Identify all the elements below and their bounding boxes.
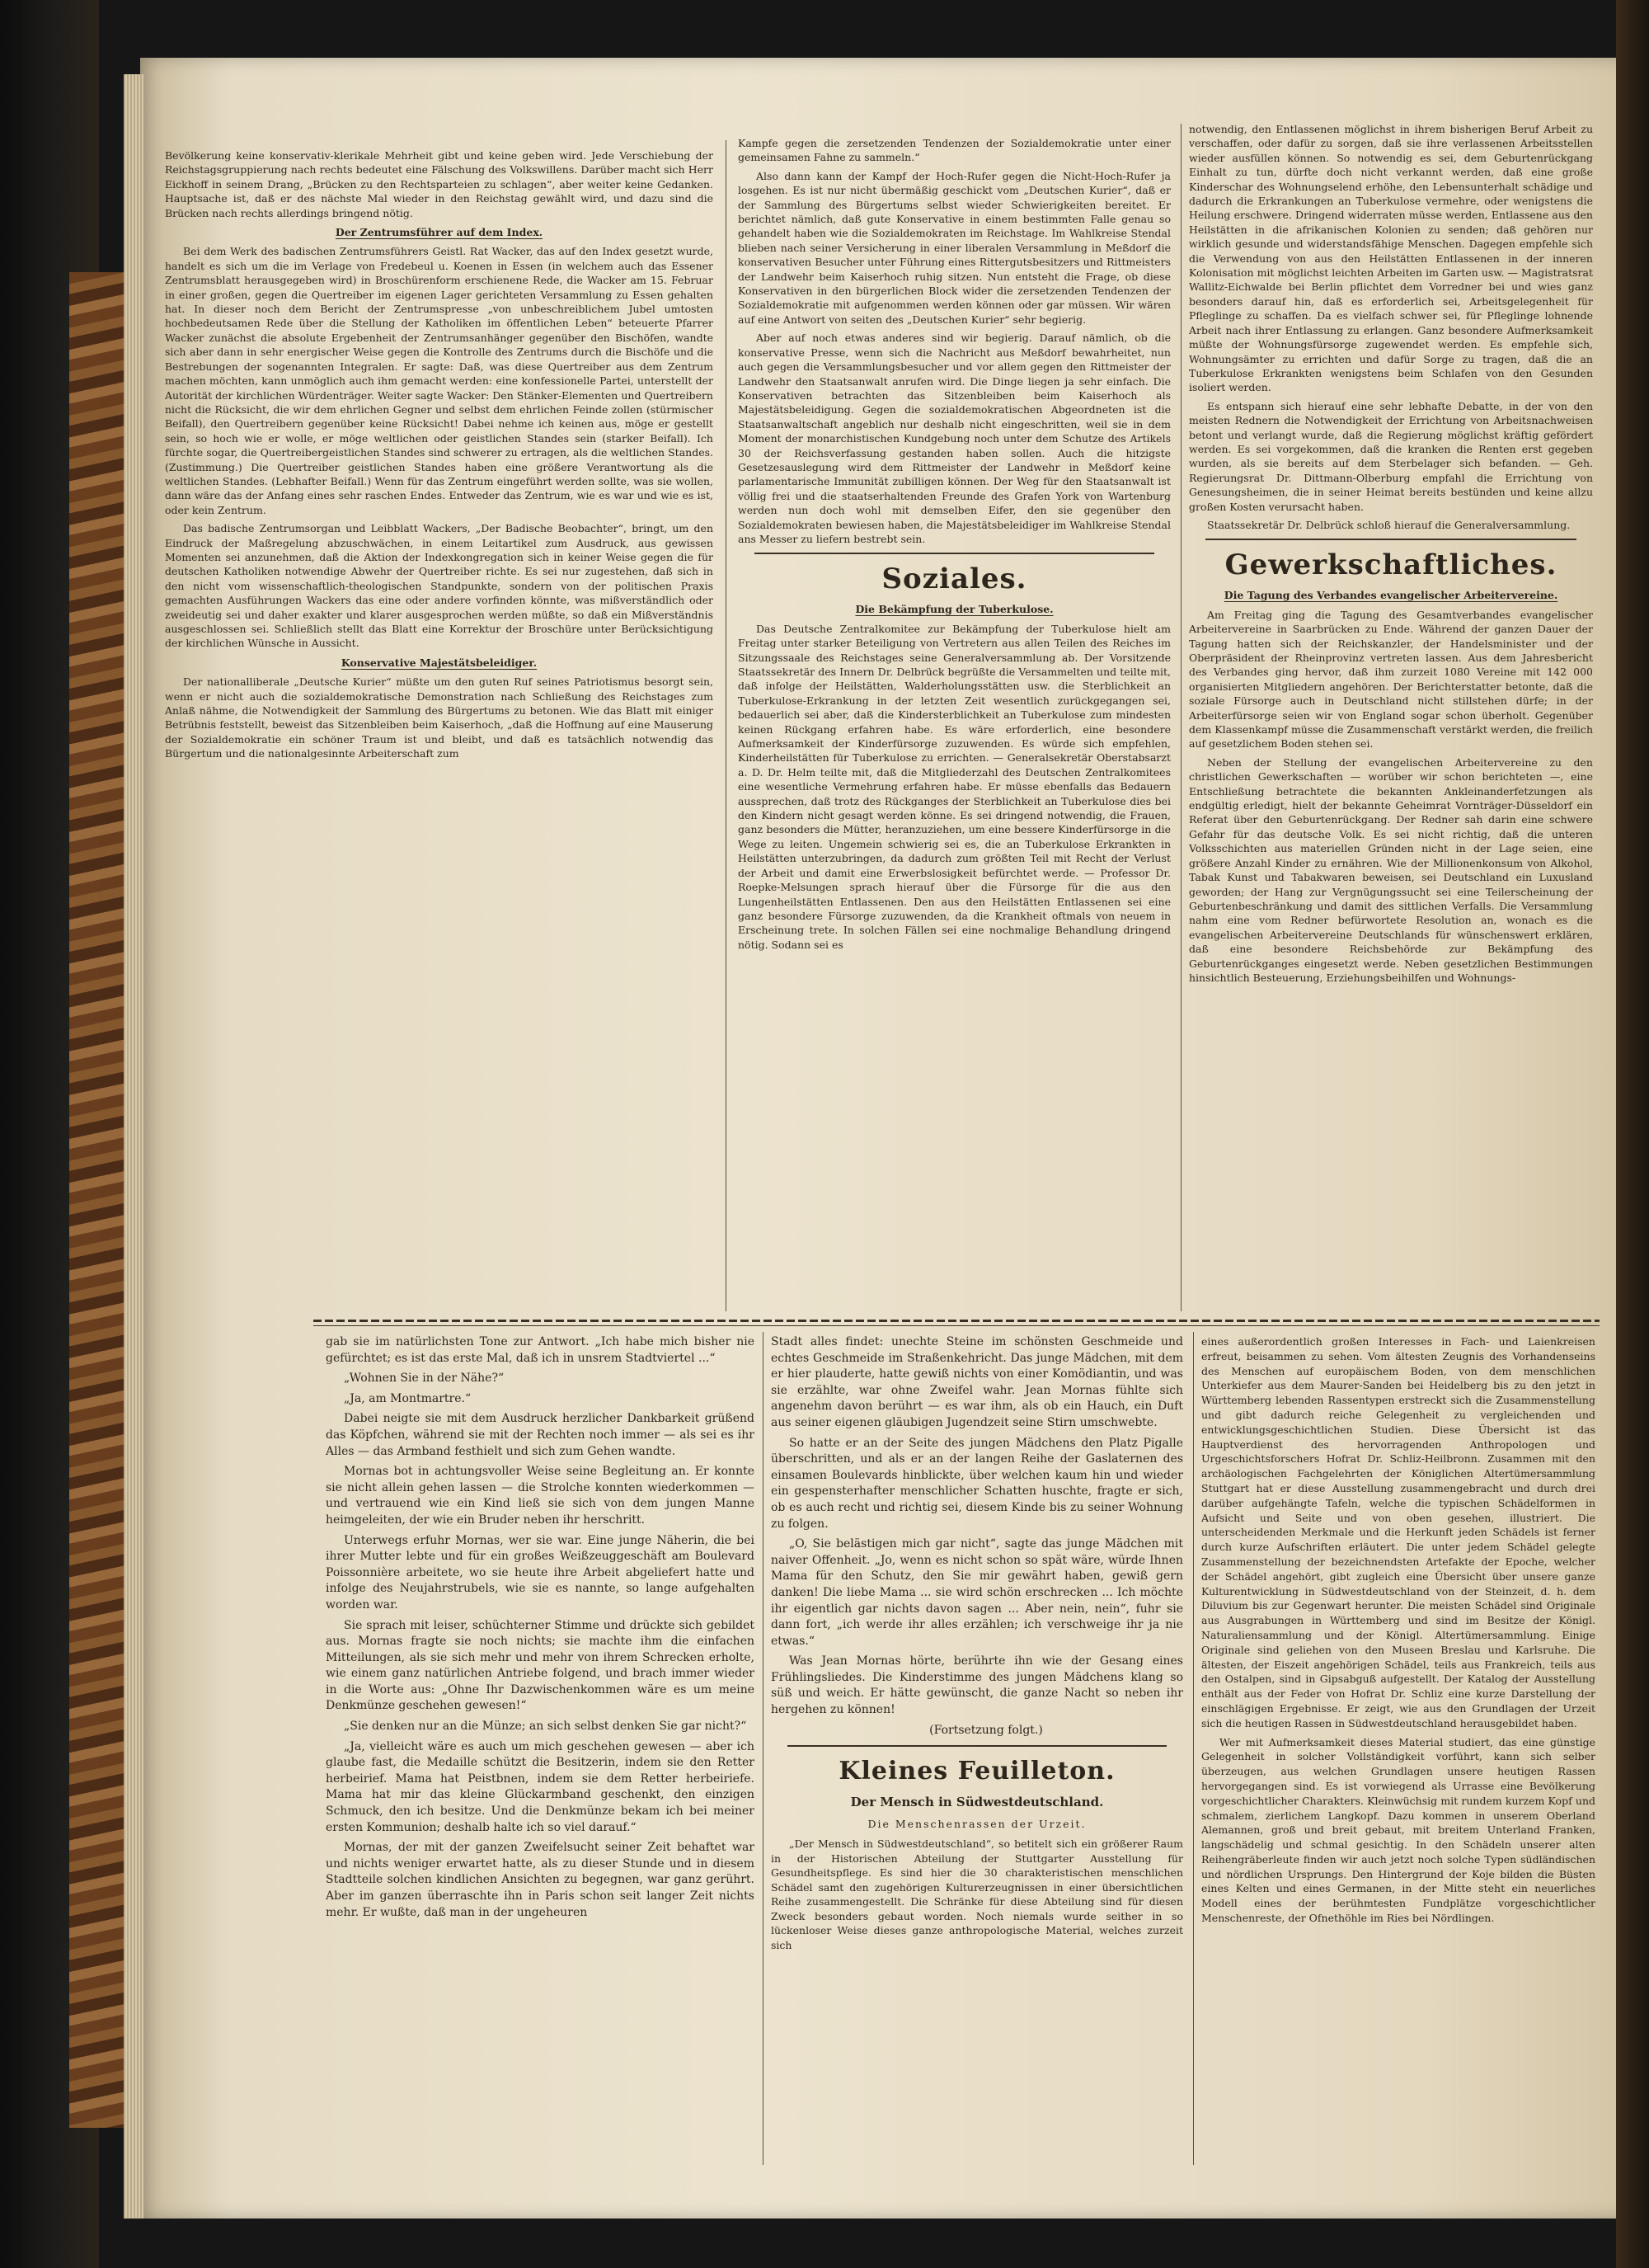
right-page-edge [1616,0,1649,2268]
upper-col1-sub1: Der Zentrumsführer auf dem Index. [335,226,543,239]
soziales-heading: Soziales. [881,562,1027,596]
section-rule [787,1745,1167,1747]
upper-col2-para3: Das Deutsche Zentralkomitee zur Bekämpfung der Tuberkulose hielt am Freitag unter starker Beteiligung von Vertretern aus allen Teilen des Reiches im Sitzungssaale des Reichstages seine Generalversammlung ab. Der Vorsitzende Staatssekretär des Innern Dr. Delbrück begrüßte die Versammelten und teilte mit, daß infolge der Heilstätten, Walderholungsstätten usw. die Sterblichkeit an Tuberkulose-Erkrankung in der letzten Zeit wesentlich zurückgegangen sei, bedauerlich sei aber, daß die Kindersterblichkeit an Tuberkulose zum mindesten keinen Rückgang erfahren habe. Es wäre erforderlich, eine besondere Aufmerksamkeit der Kinderfürsorge zuzuwenden. Es würde sich empfehlen, Kinderheilstätten für Tuberkulose zu errichten. — Generalsekretär Oberstabsarzt a. D. Dr. Helm teilte mit, daß die Mitgliederzahl des Deutschen Zentralkomitees eine wesentliche Vermehrung erfahren habe. Er müsse ebenfalls das Bedauern aussprechen, daß trotz des Rückganges der Sterblichkeit an Tuberkulose dies bei den Kindern nicht gesagt werden könne. Es sei dringend notwendig, die Frauen, ganz besonders die Mütter, heranzuziehen, um eine bessere Kinderfürsorge in die Wege zu leiten. Ungemein schwierig sei es, die an Tuberkulose Erkrankten in Heilstätten unterzubringen, da dadurch zum größten Teil mit Recht der Verlust der Arbeit und damit eine Erwerbslosigkeit befürchtet werde. — Professor Dr. Roepke-Melsungen sprach hierauf über die Fürsorge für die aus den Lungenheilstätten Entlassenen. Den aus den Heilstätten Entlassenen sei eine ganz besondere Fürsorge zuzuwenden, da die Krankheit oftmals von neuem in Erscheinung trete. In solchen Fällen sei eine nochmalige Behandlung dringend nötig. Sodann sei es [738,622,1171,951]
feuilleton-heading: Kleines Feuilleton. [839,1757,1116,1786]
section-rule [754,553,1154,554]
upper-col-1 [165,148,713,1307]
lower-col1-para3: Dabei neigte sie mit dem Ausdruck herzlicher Dankbarkeit grüßend das Köpfchen, während sie mit der Rechten noch immer — als sei es ihr Alles — das Armband festhielt und sich zum Gehen wandte. [326,1412,754,1458]
upper-col1-para0: Bevölkerung keine konservativ-klerikale Mehrheit gibt und keine geben wird. Jede Verschiebung der Reichstagsgruppierung nach rechts bedeutet eine Fälschung des Volkswillens. Darüber macht sich Herr Eickhoff in seinem Drang, „Brücken zu den Rechtsparteien zu schlagen“, aber weiter keine Gedanken. Hauptsache ist, daß er des nächste Mal wieder in den Reichstag gewählt wird, und dazu sind die Brücken nach rechts allerdings bringend nötig. [165,149,713,219]
upper-col-3 [1189,122,1593,1310]
upper-col1-sub2: Konservative Majestätsbeleidiger. [341,656,538,669]
lower-col1-para8: „Ja, vielleicht wäre es auch um mich geschehen gewesen — aber ich glaube fast, die Medaille schützt die Besitzerin, indem sie den Retter herbeirief. Mama hat Peistbnen, indem sie dem Retter herbeiriefe. Mama hat mir das kleine Glückarmband geschenkt, den einzigen Schmuck, den ich besitze. Und die Denkmünze bekam ich bei meiner ersten Kommunion; deshalb halte ich so viel darauf.“ [326,1739,754,1834]
upper-col3-para2: Staatssekretär Dr. Delbrück schloß hierauf die Generalversammlung. [1207,518,1571,531]
lower-col1-para0: gab sie im natürlichsten Tone zur Antwort. „Ich habe mich bisher nie gefürchtet; es ist das erste Mal, daß ich in unsrem Stadtviertel ...“ [326,1335,754,1365]
upper-col3-para3: Am Freitag ging die Tagung des Gesamtverbandes evangelischer Arbeitervereine in Saarbrücken zu Ende. Während der ganzen Dauer der Tagung hatten sich der Reichskanzler, der Handelsminister und der Oberpräsident der Rheinprovinz vertreten lassen. Aus dem Jahresbericht des Verbandes ging hervor, daß ihm zurzeit 1080 Vereine mit 142 000 organisierten Mitgliedern angehören. Der Berichterstatter betonte, daß die soziale Fürsorge auch in Deutschland nicht stillstehen dürfe; in der Arbeiterfürsorge seien wir von England sogar schon überholt. Gegenüber dem Klassenkampf müsse die Zusammenschaft verstärkt werden, die freilich auf gesetzlichem Boden stehen sei. [1189,608,1593,751]
upper-col2-sub1: Die Bekämpfung der Tuberkulose. [855,603,1054,616]
upper-col-2 [738,136,1171,1307]
lower-col1-para2: „Ja, am Montmartre.“ [344,1391,472,1405]
lower-col2-sub2: Die Menschenrassen der Urzeit. [867,1817,1087,1830]
upper-col3-sub1: Die Tagung des Verbandes evangelischer Arbeitervereine. [1224,589,1558,602]
marbled-edge [69,272,127,2128]
lower-col-3 [1201,1334,1595,2167]
lower-col2-para0: Stadt alles findet: unechte Steine im schönsten Geschmeide und echtes Geschmeide im Straßenkehricht. Das junge Mädchen, mit dem er hier plauderte, hatte gewiß nichts von einer Komödiantin, und was sie erzählte, war ohne Zweifel wahr. Jean Mornas fühlte sich angenehm davon berührt — es war ihm, als ob ein Hauch, ein Duft aus seiner eigenen gläubigen Jugendzeit seine Stirn umschwebte. [771,1335,1183,1429]
section-rule [1205,539,1576,540]
lower-col-2 [771,1334,1183,2167]
lower-col1-para6: Sie sprach mit leiser, schüchterner Stimme und drückte sich gebildet aus. Mornas fragte sie noch nichts; sie machte ihm die einfachen Mitteilungen, als sie sich mehr und mehr von ihrem Schrecken erholte, wie einem ganz natürlichen Antriebe folgend, und brach immer wieder in die Worte aus: „Ohne Ihr Dazwischenkommen wäre es um meine Denkmünze geschehen gewesen!“ [326,1618,754,1713]
upper-col2-para1: Also dann kann der Kampf der Hoch-Rufer gegen die Nicht-Hoch-Rufer ja losgehen. Es ist nur nicht übermäßig geschickt vom „Deutschen Kurier“, daß er der Sammlung des Bürgertums selbst wieder Schwierigkeiten bereitet. Er berichtet nämlich, daß gute Konservative in einem bestimmten Falle genau so gehandelt haben wie die Sozialdemokraten im Reichstage. Im Wahlkreise Stendal blieben nach seiner Versicherung in einer liberalen Versammlung in Meßdorf die konservativen Besucher unter Führung eines Rittergutsbesitzers und Rittmeisters der Landwehr beim Kaiserhoch ruhig sitzen. Nun entsteht die Frage, ob diese Konservativen in den bürgerlichen Block wider die zersetzenden Tendenzen der Sozialdemokratie mit aufgenommen werden können oder gar müssen. Wir wären auf eine Antwort von seiten des „Deutschen Kurier“ sehr begierig. [738,169,1171,326]
feuilleton-separator [313,1320,1600,1322]
lower-col-1 [326,1334,754,2167]
feuilleton-separator-2 [313,1325,1600,1326]
lower-col3-para0: eines außerordentlich großen Interesses in Fach- und Laienkreisen erfreut, beisammen zu sehen. Vom ältesten Zeugnis des Vorhandenseins des Menschen auf europäischem Boden, von dem menschlichen Unterkiefer aus dem Maurer-Sanden bei Heidelberg bis zu den jetzt in Württemberg lebenden Rassentypen erstreckt sich die Zusammenstellung und gibt dadurch reiche Gelegenheit zu vergleichenden und entwicklungsgeschichtlichen Studien. Diese Übersicht ist das Hauptverdienst des hervorragenden Anthropologen und Urgeschichtsforschers Hofrat Dr. Schliz-Heilbronn. Zusammen mit den archäologischen Fachgelehrten der Königlichen Altertümersammlung Stuttgart hat er diese Ausstellung zusammengebracht und durch drei darüber aufgehängte Tafeln, welche die typischen Schädelformen in Aufsicht und Seite und von oben gesehen, illustriert. Die unterscheidenden Merkmale und die Herkunft jeden Schädels ist ferner durch kurze Aufschriften erläutert. Die unter jedem Schädel gelegte Zusammenstellung der bezeichnendsten Artefakte der Epoche, welcher der Schädel angehört, gibt zugleich eine Übersicht über unsere ganze Kulturentwicklung in Südwestdeutschland von der Steinzeit, d. h. dem Diluvium bis zur Gegenwart herunter. Die meisten Schädel sind Originale aus Ausgrabungen in Württemberg und sind im Besitze der Königl. Naturaliensammlung und der Königl. Altertümersammlung. Einige Originale sind geliehen von den Museen Breslau und Karlsruhe. Die ältesten, der Eiszeit angehörigen Schädel, teils aus Frankreich, teils aus den Ostalpen, sind in Gipsabguß aufgestellt. Der Katalog der Ausstellung enthält aus der Feder von Hofrat Dr. Schliz eine kurze Darstellung der einschlägigen Ergebnisse. Er zeigt, wie aus den Grundlagen der Urzeit sich die heutigen Rassen in Südwestdeutschland herausgebildet haben. [1201,1335,1595,1729]
upper-col2-para0: Kampfe gegen die zersetzenden Tendenzen der Sozialdemokratie unter einer gemeinsamen Fahne zu sammeln.“ [738,137,1171,164]
lower-col1-para5: Unterwegs erfuhr Mornas, wer sie war. Eine junge Näherin, die bei ihrer Mutter lebte und für ein großes Weißzeuggeschäft am Boulevard Poissonnière arbeitete, wo sie heute ihre Arbeit abgeliefert hatte und infolge des Neujahrstrubels, wie sie es nannte, so lange aufgehalten worden war. [326,1533,754,1612]
lower-col2-para2: „O, Sie belästigen mich gar nicht“, sagte das junge Mädchen mit naiver Offenheit. „Jo, wenn es nicht schon so spät wäre, würde Ihnen Mama für den Schutz, den Sie mir gewährt haben, gewiß gern danken! Die liebe Mama ... sie wird schön erschrecken ... Ich möchte ihr eigentlich gar nichts davon sagen ... Aber nein, nein“, fuhr sie dann fort, „ich werde ihr alles erzählen; ich verschweige ihr ja nie etwas.“ [771,1537,1183,1648]
lower-col1-para4: Mornas bot in achtungsvoller Weise seine Begleitung an. Er konnte sie nicht allein gehen lassen — die Strolche konnten wiederkommen — und vertrauend wie ein Kind ließ sie sich von dem jungen Manne heimgeleiten, der wie ein Bruder neben ihr herschritt. [326,1465,754,1527]
column-divider [1193,1332,1194,2165]
fortsetzung-folgt: (Fortsetzung folgt.) [929,1723,1043,1737]
upper-col2-para2: Aber auf noch etwas anderes sind wir begierig. Darauf nämlich, ob die konservative Presse, wenn sich die Nachricht aus Meßdorf bewahrheitet, nun auch gegen die Versammlungsbesucher und vor allem gegen den Rittmeister der Landwehr den Staatsanwalt anrufen wird. Die Dinge liegen ja sehr einfach. Die Konservativen betrachten das Sitzenbleiben beim Kaiserhoch als Majestätsbeleidigung. Gegen die sozialdemokratischen Abgeordneten ist die Staatsanwaltschaft angeblich nur deshalb nicht eingeschritten, weil sie in dem Moment der monarchistischen Kundgebung noch unter dem Schutze des Artikels 30 der Reichsverfassung gestanden haben sollen. Auch die hitzigste Gesetzesauslegung wird dem Rittmeister der Landwehr in Meßdorf keine parlamentarische Immunität zubilligen können. Der Weg für den Staatsanwalt ist völlig frei und die staatserhaltenden Freunde des Grafen York von Wartenburg werden nun doch wohl mit demselben Eifer, den sie gegenüber den Sozialdemokraten bewiesen haben, die Majestätsbeleidiger im Wahlkreise Stendal ans Messer zu liefern bestrebt sein. [738,332,1171,545]
lower-col2-para1: So hatte er an der Seite des jungen Mädchens den Platz Pigalle überschritten, und als er an der langen Reihe der Gaslaternen des einsamen Boulevards hinblickte, über welchen kaum hin und wieder ein gespensterhafter menschlicher Schatten huschte, fragte er sich, ob es auch recht und richtig sei, diesem Kinde bis zu seiner Wohnung zu folgen. [771,1436,1183,1531]
lower-col2-sub1: Der Mensch in Südwestdeutschland. [850,1795,1104,1810]
lower-col1-para9: Mornas, der mit der ganzen Zweifelsucht seiner Zeit behaftet war und nichts weniger erwartet hatte, als zu dieser Stunde und in diesem Stadtteile solchen kindlichen Ansichten zu begegnen, war ganz gerührt. Aber im ganzen überraschte ihn in Paris schon seit langer Zeit nichts mehr. Er wußte, daß man in der ungeheuren [326,1841,754,1919]
column-divider [1181,124,1182,1311]
upper-col3-para1: Es entspann sich hierauf eine sehr lebhafte Debatte, in der von den meisten Rednern die Notwendigkeit der Errichtung von Arbeitsnachweisen betont und verlangt wurde, daß die Regierung möglichst kräftig gefördert werden. Es sei vorgekommen, daß die kranken die Renten erst gegeben wurden, als sie bereits auf dem Sterbelager sich befanden. — Geh. Regierungsrat Dr. Dittmann-Olberburg empfahl die Errichtung von Genesungsheimen, die in seiner Heimat bereits bestünden und keine allzu großen Kosten verursacht haben. [1189,399,1593,513]
upper-col1-para1: Bei dem Werk des badischen Zentrumsführers Geistl. Rat Wacker, das auf den Index gesetzt wurde, handelt es sich um die im Verlage von Fredebeul u. Koenen in Essen (in welchem auch das Essener Zentrumsblatt herausgegeben wird) in Broschürenform erschienene Rede, die Wacker am 15. Februar in einer großen, gegen die Quertreiber im eigenen Lager gerichteten Versammlung zu Essen gehalten hat. In dieser noch dem Bericht der Zentrumspresse „von unbeschreiblichem Jubel umtosten hochbedeutsamen Rede über die Stellung der Katholiken im öffentlichen Leben“ beteuerte Pfarrer Wacker zunächst die absolute Ergebenheit der Zentrumsanhänger gegenüber den Bischöfen, wandte sich aber dann in sehr energischer Weise gegen die Kontrolle des Zentrums durch die Bischöfe und die Bestrebungen der sogenannten Integralen. Er sagte: Daß, was diese Quertreiber aus dem Zentrum machen möchten, kann unmöglich auch ihm gemacht werden: eine konfessionelle Partei, unterstellt der Autorität der kirchlichen Würdenträger. Weiter sagte Wacker: Den Stänker-Elementen und Quertreibern nicht die Rücksicht, die wir dem ehrlichen Gegner und selbst dem ehrlichen Feinde zollen (stürmischer Beifall), den Quertreibern gegenüber keine Rücksicht! Dabei nehme ich keinen aus, möge er gestellt sein, so hoch wie er wolle, er möge weltlichen oder geistlichen Standes sein (starker Beifall). Ich fürchte sogar, die Quertreibergeistlichen Standes sind schwerer zu ertragen, als die weltlichen Standes. (Zustimmung.) Die Quertreiber geistlichen Standes haben eine größere Verantwortung als die weltlichen Standes. (Lebhafter Beifall.) Wenn für das Zentrum eingeführt werden sollte, was sie wollen, dann wäre das der Anfang eines sehr raschen Endes. Entweder das Zentrum, wie es war und wie es ist, oder kein Zentrum. [165,245,713,516]
lower-col2-para4: „Der Mensch in Südwestdeutschland“, so betitelt sich ein größerer Raum in der Historischen Abteilung der Stuttgarter Ausstellung für Gesundheitspflege. Es sind hier die 30 charakteristischen menschlichen Schädel samt den zugehörigen Kulturerzeugnissen in einer übersichtlichen Reihe zusammengestellt. Die Schränke für diese Abteilung sind für diesen Zweck besonders gebaut worden. Noch niemals wurde seither in so lückenloser Weise dieses ganze anthropologische Material, welches zurzeit sich [771,1837,1183,1951]
lower-col1-para1: „Wohnen Sie in der Nähe?“ [344,1372,505,1386]
lower-col2-para3: Was Jean Mornas hörte, berührte ihn wie der Gesang eines Frühlingsliedes. Die Kinderstimme des jungen Mädchens klang so süß und weich. Er hätte gewünscht, die ganze Nacht so neben ihr hergehen zu können! [771,1654,1183,1717]
upper-col1-para2: Das badische Zentrumsorgan und Leibblatt Wackers, „Der Badische Beobachter“, bringt, um den Eindruck der Maßregelung abzuschwächen, in einem Leitartikel zum Ausdruck, aus gewissen Momenten sei anzunehmen, daß die Aktion der Indexkongregation sich in keiner Weise gegen die für deutschen Katholiken notwendige Abwehr der Quertreiber richte. Es sei nur zugestehen, daß sich in den nicht vom wissenschaftlich-theologischen Standpunkte, sondern von der politischen Praxis gemachten Ausführungen Wackers das eine oder andere vorfinden könnte, was mißverständlich oder zweideutig sei und daher exakter und klarer ausgesprochen werden müßte, so daß ein Mißverständnis ausgeschlossen sei. Schließlich stellt das Blatt eine Korrektur der Broschüre unter Berücksichtigung der kirchlichen Wünsche in Aussicht. [165,522,713,650]
upper-col3-para4: Neben der Stellung der evangelischen Arbeitervereine zu den christlichen Gewerkschaften — worüber wir schon berichteten —, eine Entschließung betrachtete die bekannten Ankleinanderfetzungen als endgültig erledigt, hielt der bekannte Geheimrat Vornträger-Düsseldorf ein Referat über den Geburtenrückgang. Der Redner sah darin eine schwere Gefahr für das deutsche Volk. Es sei nicht richtig, daß die unteren Volksschichten aus materiellen Gründen nicht in der Lage seien, eine größere Anzahl Kinder zu ernähren. Wie der Millionenkonsum von Alkohol, Tabak Kunst und Tabakwaren beweisen, sei Deutschland ein Luxusland geworden; der Hang zur Vergnügungssucht sei eine Teilerscheinung der Geburtenbeschränkung und damit des sittlichen Verfalls. Die Versammlung nahm eine vom Redner befürwortete Resolution an, wonach es die evangelischen Arbeitervereine Deutschlands für wünschenswert erklären, daß eine besondere Reichsbehörde zur Bekämpfung des Geburtenrückganges eingesetzt werde. Neben gesetzlichen Bestimmungen hinsichtlich Besteuerung, Erziehungsbeihilfen und Wohnungs- [1189,755,1593,984]
upper-col1-para3: Der nationalliberale „Deutsche Kurier“ müßte um den guten Ruf seines Patriotismus besorgt sein, wenn er nicht auch die sozialdemokratische Demonstration nach Schließung des Reichstages zum Anlaß nähme, die Notwendigkeit der Sammlung des Bürgertums zu betonen. Wie das Blatt mit einiger Betrübnis feststellt, beweist das Sitzenbleiben beim Kaiserhoch, „daß die Hoffnung auf eine Mauserung der Sozialdemokratie ein schöner Traum ist und bleibt, und daß es tatsächlich notwendig das Bürgertum und die nationalgesinnte Arbeiterschaft zum [165,675,713,760]
gewerkschaftliches-heading: Gewerkschaftliches. [1224,548,1557,582]
lower-col1-para7: „Sie denken nur an die Münze; an sich selbst denken Sie gar nicht?“ [344,1720,747,1734]
page-stack-edge [124,74,143,2219]
lower-col3-para1: Wer mit Aufmerksamkeit dieses Material studiert, das eine günstige Gelegenheit in solcher Vollständigkeit vorführt, kann sich selber überzeugen, aus welchen Grundlagen unsere heutigen Rassen hervorgegangen sind. Es ist vorwiegend als Urrasse eine Bevölkerung vorgeschichtlicher Charakters. Kleinwüchsig mit rundem kurzem Kopf und schmalem, zierlichem Langkopf. Dazu kommen in unserem Oberland Alemannen, groß und breit gebaut, mit breitem Unterland Franken, langschädelig und schmal gesichtig. In den Schädeln unserer alten Reihengräberleute finden wir auch jetzt noch solche Typen südländischen und nördlichen Ursprungs. Den Hintergrund der Koje bilden die Büsten eines Kelten und eines Germanen, in der Mitte steht ein neuerliches Modell eines der berühmtesten Fundplätze vorgeschichtlicher Menschenreste, der Ofnethöhle im Ries bei Nördlingen. [1201,1735,1595,1925]
upper-col3-para0: notwendig, den Entlassenen möglichst in ihrem bisherigen Beruf Arbeit zu verschaffen, oder dafür zu sorgen, daß sie ihre verlassenen Arbeitsstellen wieder ausfüllen können. So notwendig es sei, dem Geburtenrückgang Einhalt zu tun, dürfte doch nicht verkannt werden, daß eine große Kinderschar des Wohnungselend erhöhe, den Lebensunterhalt schädige und dadurch die Erkrankungen an Tuberkulose vermehre, oder wenigstens die Heilung erschwere. Dringend widerraten müsse werden, Entlassene aus den Heilstätten in die afrikanischen Kolonien zu senden; daß gehören nur wirklich gesunde und widerstandsfähige Menschen. Dagegen empfehle sich die Verwendung von aus den Heilstätten Entlassenen in der inneren Kolonisation mit möglichst leichten Arbeiten im Garten usw. — Magistratsrat Wallitz-Eichwalde bei Berlin pflichtet dem Vorredner bei und wies ganz besonders darauf hin, daß es erforderlich sei, Arbeitsgelegenheit für Pfleglinge zu schaffen. Da es vielfach schwer sei, für Pfleglinge lohnende Arbeit nach ihrer Entlassung zu erlangen. Ganz besondere Aufmerksamkeit müßte der Wohnungsfürsorge zugewendet werden. Es empfehle sich, Wohnungsämter zu errichten und dafür Sorge zu tragen, daß die an Tuberkulose Erkrankten wenigstens beim Schlafen von den Gesunden isoliert werden. [1189,123,1593,394]
